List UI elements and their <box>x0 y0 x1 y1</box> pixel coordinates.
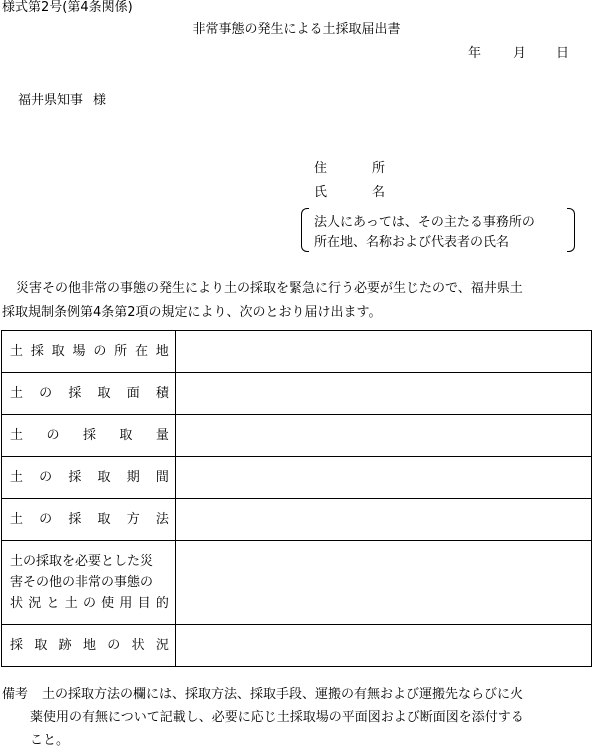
label-char: 在 <box>134 344 148 359</box>
row-label-quantity <box>2 415 176 457</box>
table-row <box>2 499 592 541</box>
table-row <box>2 457 592 499</box>
remarks-heading: 備考 <box>2 687 29 702</box>
label-char: 土 <box>10 512 24 527</box>
notification-statement <box>2 277 592 325</box>
statement-line: 採取規制条例第4条第2項の規定により、次のとおり届け出ます。 <box>2 305 382 320</box>
row-label-line: 土の採取を必要とした災 <box>10 554 154 569</box>
label-char: 取 <box>34 638 48 653</box>
period-input[interactable] <box>175 457 591 499</box>
address-row <box>314 162 385 186</box>
label-char: 状 <box>131 638 145 653</box>
name-label-char-2: 名 <box>372 185 386 200</box>
table-row <box>2 373 592 415</box>
date-year: 年 <box>467 46 481 61</box>
label-char: 土 <box>64 596 78 611</box>
date-line <box>468 47 569 60</box>
location-input[interactable] <box>175 331 591 373</box>
area-input[interactable] <box>175 373 591 415</box>
row-label-text <box>10 471 169 484</box>
label-char: 採 <box>10 638 24 653</box>
row-label-period <box>2 457 176 499</box>
label-char: 取 <box>97 470 111 485</box>
addressee-name: 福井県知事 <box>18 93 84 108</box>
address-label-char-2: 所 <box>372 161 386 176</box>
method-input[interactable] <box>175 499 591 541</box>
label-char: 量 <box>155 428 169 443</box>
label-char: 間 <box>155 470 169 485</box>
label-char: 採 <box>30 344 44 359</box>
label-char: の <box>39 386 53 401</box>
label-char: 法 <box>155 512 169 527</box>
table-row <box>2 415 592 457</box>
row-label-text <box>10 551 169 614</box>
date-month: 月 <box>512 46 526 61</box>
label-char: 目 <box>137 596 151 611</box>
label-char: 採 <box>68 386 82 401</box>
row-label-text <box>10 345 169 358</box>
name-row <box>314 186 385 210</box>
corporate-note-line: 法人にあっては、その主たる事務所の <box>314 215 535 230</box>
form-number: 様式第2号(第4条関係) <box>2 0 133 15</box>
quantity-input[interactable] <box>175 415 591 457</box>
label-char: 期 <box>126 470 140 485</box>
label-char: 取 <box>97 386 111 401</box>
remarks-line: 土の採取方法の欄には、採取方法、採取手段、運搬の有無および運搬先ならびに火 <box>42 687 524 702</box>
applicant-block <box>314 162 385 210</box>
label-char: 地 <box>155 344 169 359</box>
label-char: 場 <box>72 344 86 359</box>
remarks-first-line <box>2 683 592 706</box>
label-char: 面 <box>126 386 140 401</box>
remarks-line: こと。 <box>30 733 70 748</box>
label-char: 状 <box>10 596 24 611</box>
corporate-note <box>301 208 575 250</box>
label-char: 取 <box>119 428 133 443</box>
table-row <box>2 331 592 373</box>
row-label-text <box>10 639 169 652</box>
label-char: 土 <box>10 470 24 485</box>
label-char: 況 <box>155 638 169 653</box>
statement-line: 災害その他非常の事態の発生により土の採取を緊急に行う必要が生じたので、福井県土 <box>16 281 523 296</box>
label-char: 使 <box>101 596 115 611</box>
row-label-method <box>2 499 176 541</box>
address-label-char-1: 住 <box>314 161 328 176</box>
label-char: 地 <box>82 638 96 653</box>
label-char: 土 <box>10 386 24 401</box>
label-char: 採 <box>68 470 82 485</box>
label-char: 跡 <box>58 638 72 653</box>
name-label-char-1: 氏 <box>314 185 328 200</box>
row-label-line <box>10 593 169 614</box>
label-char: の <box>46 428 60 443</box>
row-label-site-condition <box>2 625 176 667</box>
emergency-purpose-input[interactable] <box>175 541 591 625</box>
label-char: 土 <box>10 428 24 443</box>
label-char: 所 <box>114 344 128 359</box>
label-char: 況 <box>28 596 42 611</box>
right-bracket <box>567 208 575 252</box>
label-char: の <box>82 596 96 611</box>
date-day: 日 <box>555 46 569 61</box>
addressee <box>18 94 106 107</box>
notification-table <box>1 330 592 667</box>
left-bracket <box>301 208 309 252</box>
label-char: 取 <box>51 344 65 359</box>
label-char: 積 <box>155 386 169 401</box>
label-char: 土 <box>10 344 24 359</box>
row-label-line: 害その他の非常の事態の <box>10 575 154 590</box>
label-char: 方 <box>126 512 140 527</box>
label-char: の <box>39 512 53 527</box>
addressee-honorific: 様 <box>93 93 107 108</box>
row-label-emergency-purpose <box>2 541 176 625</box>
remarks-line: 薬使用の有無について記載し、必要に応じ土採取場の平面図および断面図を添付する <box>30 710 524 725</box>
label-char: 用 <box>119 596 133 611</box>
label-char: 取 <box>97 512 111 527</box>
table-row <box>2 625 592 667</box>
table-row <box>2 541 592 625</box>
row-label-text <box>10 429 169 442</box>
label-char: と <box>46 596 60 611</box>
row-label-text <box>10 387 169 400</box>
label-char: 採 <box>82 428 96 443</box>
row-label-location <box>2 331 176 373</box>
label-char: の <box>107 638 121 653</box>
document-title: 非常事態の発生による土採取届出書 <box>192 22 401 37</box>
site-condition-input[interactable] <box>175 625 591 667</box>
remarks <box>2 683 592 752</box>
corporate-note-line: 所在地、名称および代表者の氏名 <box>314 235 510 250</box>
label-char: の <box>93 344 107 359</box>
label-char: 的 <box>155 596 169 611</box>
label-char: 採 <box>68 512 82 527</box>
row-label-text <box>10 513 169 526</box>
row-label-area <box>2 373 176 415</box>
corporate-note-text <box>314 213 535 253</box>
label-char: の <box>39 470 53 485</box>
